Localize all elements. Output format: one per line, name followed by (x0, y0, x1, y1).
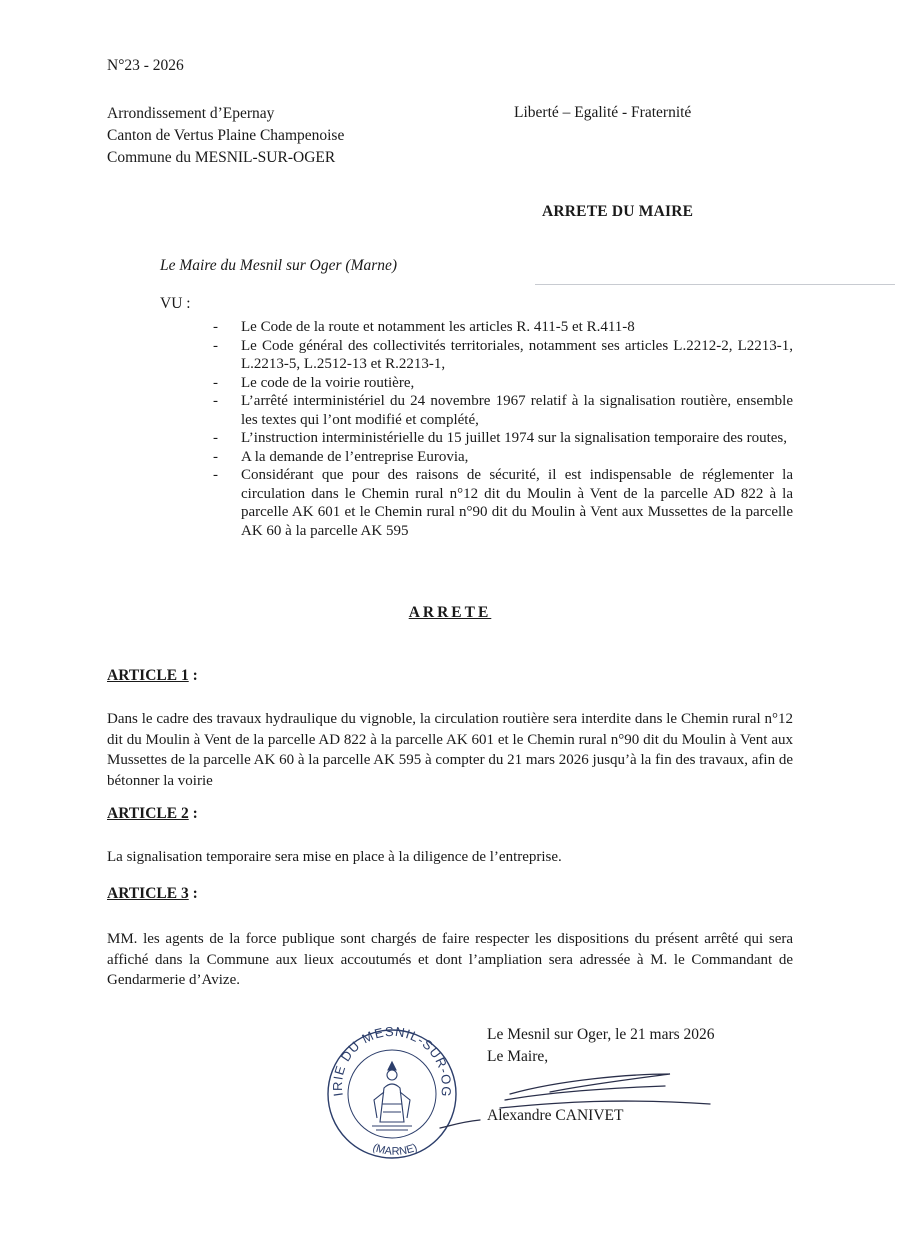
issuer-line: Le Maire du Mesnil sur Oger (Marne) (160, 257, 398, 274)
vu-item: - A la demande de l’entreprise Eurovia, (213, 448, 793, 467)
admin-line-canton: Canton de Vertus Plaine Champenoise (107, 127, 345, 144)
article-1-text: Dans le cadre des travaux hydraulique du vignoble, la circulation routière sera interdite dans le Chemin rural n°12 dit du Moulin à Vent de la parcelle AD 822 à la parcelle AK 601 et le Chemin rural n°90 dit du Moulin à Vent aux Mussettes de la parcelle AK 60 à la parcelle AK 595 à compter du 21 mars 2026 jusqu’à la fin des travaux, afin de bétonner la voirie (107, 711, 793, 789)
admin-line-commune: Commune du MESNIL-SUR-OGER (107, 149, 336, 166)
article-3-colon: : (188, 885, 198, 902)
article-2-label: ARTICLE 2 (107, 805, 189, 822)
signer-role: Le Maire, (487, 1048, 549, 1065)
article-1-label: ARTICLE 1 (107, 667, 189, 684)
stamp-text-top: MAIRIE DU MESNIL-SUR-OGER (316, 1010, 455, 1099)
article-2-colon: : (188, 805, 198, 822)
article-2-text: La signalisation temporaire sera mise en place à la diligence de l’entreprise. (107, 849, 562, 865)
signer-name: Alexandre CANIVET (487, 1107, 624, 1124)
stamp-text-bottom: (MARNE) (370, 1141, 420, 1158)
vu-item: - Le Code général des collectivités territoriales, notamment ses articles L.2212-2, L2213-1, L.2213-5, L.2512-13 et R.2213-1, (213, 337, 793, 374)
article-3-heading (107, 885, 198, 903)
arrete-number: N°23 - 2026 (107, 57, 184, 74)
scan-artifact-line (535, 284, 895, 285)
arrete-heading (0, 604, 900, 622)
article-3-label: ARTICLE 3 (107, 885, 189, 902)
vu-list (213, 318, 793, 540)
article-2-heading (107, 805, 198, 823)
vu-item: - L’arrêté interministériel du 24 novembre 1967 relatif à la signalisation routière, ensemble les textes qui l’ont modifié et complété, (213, 392, 793, 429)
vu-item: - Le Code de la route et notamment les articles R. 411-5 et R.411-8 (213, 318, 793, 337)
article-3-text: MM. les agents de la force publique sont chargés de faire respecter les dispositions du présent arrêté qui sera affiché dans la Commune aux lieux accoutumés et dont l’ampliation sera adressée à M. le Commandant de Gendarmerie d’Avize. (107, 931, 793, 988)
svg-text:MAIRIE DU MESNIL-SUR-OGER (316, 1010, 454, 1098)
vu-label: VU : (160, 295, 191, 312)
vu-item: - L’instruction interministérielle du 15 juillet 1974 sur la signalisation temporaire des routes, (213, 429, 793, 448)
document-title: ARRETE DU MAIRE (542, 203, 694, 220)
article-1-colon: : (188, 667, 198, 684)
arrete-heading-text: ARRETE (408, 604, 492, 621)
place-date: Le Mesnil sur Oger, le 21 mars 2026 (487, 1026, 715, 1043)
article-1-heading (107, 667, 198, 685)
vu-item: - Considérant que pour des raisons de sécurité, il est indispensable de réglementer la circulation dans le Chemin rural n°12 dit du Moulin à Vent de la parcelle AD 822 à la parcelle AK 601 et le Chemin rural n°90 dit du Moulin à Vent aux Mussettes de la parcelle AK 60 à la parcelle AK 595 (213, 466, 793, 540)
admin-line-arrondissement: Arrondissement d’Epernay (107, 105, 275, 122)
vu-item: - Le code de la voirie routière, (213, 374, 793, 393)
national-motto: Liberté – Egalité - Fraternité (514, 104, 692, 121)
administrative-header (107, 103, 344, 169)
